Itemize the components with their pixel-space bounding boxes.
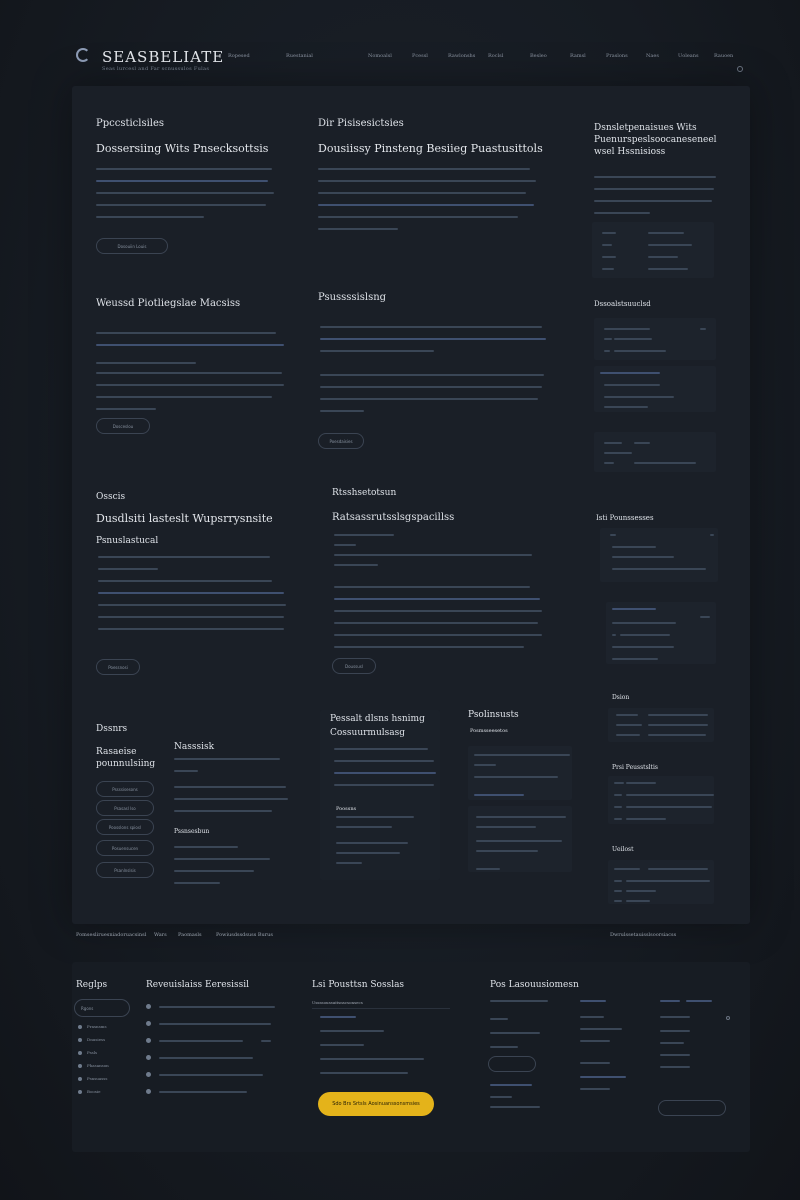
- section2-kicker: Dir Pisisesictsies: [318, 118, 404, 129]
- section6-title: Dssoalstsuuclsd: [594, 300, 651, 308]
- footer-col4-title: Pos Lasouusiomesn: [490, 980, 579, 990]
- section9-card-2: [606, 602, 716, 664]
- section13-subtitle-2: Ueilost: [612, 846, 634, 853]
- nav-item-3[interactable]: Nomoalsl: [368, 53, 392, 59]
- section1-body: [96, 168, 276, 218]
- footer-col1-item[interactable]: Pssls: [87, 1050, 98, 1055]
- footer-col1-item[interactable]: Dnusiess: [87, 1037, 106, 1042]
- nav-item-8[interactable]: Ramsl: [570, 53, 586, 59]
- nav-item-11[interactable]: Uoleans: [678, 53, 699, 59]
- section11-body: [334, 748, 438, 786]
- footer-strip-item-3[interactable]: Paomasls: [178, 932, 202, 938]
- section10-subtitle: Pssnsesbun: [174, 828, 210, 835]
- footer-col4-button[interactable]: [488, 1056, 536, 1072]
- section13-card-2: [608, 776, 714, 824]
- footer-cta-button[interactable]: Sdo Brs Srtsls Aosinuanssonsmsies: [318, 1092, 434, 1116]
- section13-title: Dsion: [612, 694, 630, 701]
- section12-card-1: [468, 746, 572, 800]
- section5-button[interactable]: Poesdaisies: [318, 433, 364, 449]
- section13-subtitle: Prsi Peusstsltis: [612, 764, 658, 771]
- section4-title: Weussd Piotliegslae Macsiss: [96, 298, 241, 309]
- section8-body: [334, 534, 544, 648]
- section10-list: [174, 846, 284, 884]
- section9-title: Isti Pounssesses: [596, 514, 654, 522]
- section12-title: Psolinsusts: [468, 710, 519, 720]
- section13-card-3: [608, 860, 714, 904]
- section6-card-3: [594, 432, 716, 472]
- section8-kicker: Rtsshsetotsun: [332, 488, 397, 498]
- section10-option-3[interactable]: Poosslons spiosl: [96, 819, 154, 835]
- footer-strip-right[interactable]: Dwrulssetauisslsoorsiacss: [610, 932, 677, 938]
- footer-col3-divider: [312, 1008, 450, 1009]
- section7-subtitle: Psnuslastucal: [96, 536, 159, 546]
- section6-card-2: [594, 366, 716, 412]
- footer-col1-item[interactable]: Phasanson: [87, 1063, 109, 1068]
- footer-col2-list: [146, 1004, 276, 1094]
- section3-body: [594, 176, 720, 214]
- footer-col2-title: Reveuislaiss Eeresissil: [146, 980, 250, 990]
- nav-item-5[interactable]: Rawlonshs: [448, 53, 476, 59]
- section10-kicker: Dssnrs: [96, 724, 128, 734]
- section8-title: Ratsassrutsslsgspacillss: [332, 512, 455, 523]
- section7-kicker: Osscis: [96, 492, 126, 502]
- section10-option-5[interactable]: Psanlnslsis: [96, 862, 154, 878]
- section4-button[interactable]: Dosceslou: [96, 418, 150, 434]
- section11-subtitle: Poossns: [336, 806, 357, 812]
- section12-subtitle: Posmsseesetos: [470, 728, 508, 734]
- footer-col4-list-2: [490, 1084, 570, 1108]
- section11-list: [336, 816, 426, 864]
- brand-logo-icon[interactable]: [76, 48, 90, 62]
- footer-col3-list: [320, 1016, 440, 1074]
- search-icon[interactable]: [737, 66, 743, 72]
- section1-kicker: Ppccsticlsiles: [96, 118, 165, 129]
- section1-button[interactable]: Dosouiin Louis: [96, 238, 168, 254]
- section10-option-2[interactable]: Psasasl lso: [96, 800, 154, 816]
- section5-body: [320, 326, 550, 412]
- section12-card-2: [468, 806, 572, 872]
- section9-card-1: [600, 528, 718, 582]
- footer-col1-item[interactable]: Psnsuasss: [87, 1076, 108, 1081]
- nav-item-10[interactable]: Naes: [646, 53, 659, 59]
- section10-option-4[interactable]: Posuensucen: [96, 840, 154, 856]
- section7-button[interactable]: Poessnosi: [96, 659, 140, 675]
- nav-item-12[interactable]: Rauoen: [714, 53, 734, 59]
- footer-col5-list: [580, 1000, 660, 1090]
- footer-strip-item-4[interactable]: Powiusdssdsuss Burus: [216, 932, 273, 938]
- nav-item-1[interactable]: Ropesed: [228, 53, 250, 59]
- section13-card-1: [608, 708, 714, 742]
- footer-col3-title: Lsi Pousttsn Sosslas: [312, 980, 405, 990]
- section3-title: Dsnsletpenaisues Wits Puenurspeslsoocaneseneel wsel Hssnisioss: [594, 123, 717, 157]
- footer-col1-item[interactable]: Boosie: [87, 1089, 101, 1094]
- section2-body: [318, 168, 538, 230]
- nav-item-7[interactable]: Besleo: [530, 53, 547, 59]
- brand-name[interactable]: SEASBELIATE: [102, 48, 225, 66]
- nav-item-4[interactable]: Pcessl: [412, 53, 428, 59]
- nav-item-6[interactable]: Roclsl: [488, 53, 504, 59]
- section10-side-title: Nasssisk: [174, 742, 215, 752]
- section7-body: [98, 556, 288, 630]
- section10-option-1[interactable]: Pssssisesons: [96, 781, 154, 797]
- nav-item-2[interactable]: Ruestanial: [286, 53, 313, 59]
- section4-body: [96, 332, 286, 410]
- section7-title: Dusdlsiti lasteslt Wupsrrysnsite: [96, 512, 273, 525]
- section10-title: Rasaeise pounnulsiing: [96, 747, 156, 769]
- brand-tagline: Seas lurcesl and Far scnussulos Fulas: [102, 66, 210, 72]
- footer-col1-list: [78, 1024, 109, 1094]
- section2-title: Dousiissy Pinsteng Besiieg Puastusittols: [318, 142, 543, 155]
- section10-body: [174, 758, 290, 812]
- footer-col1-title: Reglps: [76, 980, 108, 990]
- section11-title: Pessalt dlsns hsnimg Cossuurmulsasg: [330, 714, 425, 738]
- footer-search-input[interactable]: Rgons: [74, 999, 130, 1017]
- footer-col6-button[interactable]: [658, 1100, 726, 1116]
- footer-col3-subtitle: Ussssoussuitsnscsonsecs: [312, 1000, 363, 1005]
- section6-card-1: [594, 318, 716, 360]
- footer-col4-list: [490, 1000, 570, 1048]
- footer-col1-item[interactable]: Prasnsms: [87, 1024, 107, 1029]
- footer-col6-list: [660, 1000, 730, 1068]
- section1-title: Dossersiing Wits Pnsecksottsis: [96, 142, 269, 155]
- section8-button[interactable]: Doussusl: [332, 658, 376, 674]
- footer-strip-item-2[interactable]: Wars: [154, 932, 167, 938]
- nav-item-9[interactable]: Praslons: [606, 53, 628, 59]
- section3-card: [592, 222, 714, 278]
- footer-strip-item-1[interactable]: Pomsesliruesniadoruacsinsl: [76, 932, 147, 938]
- section5-title: Psussssislsng: [318, 292, 387, 303]
